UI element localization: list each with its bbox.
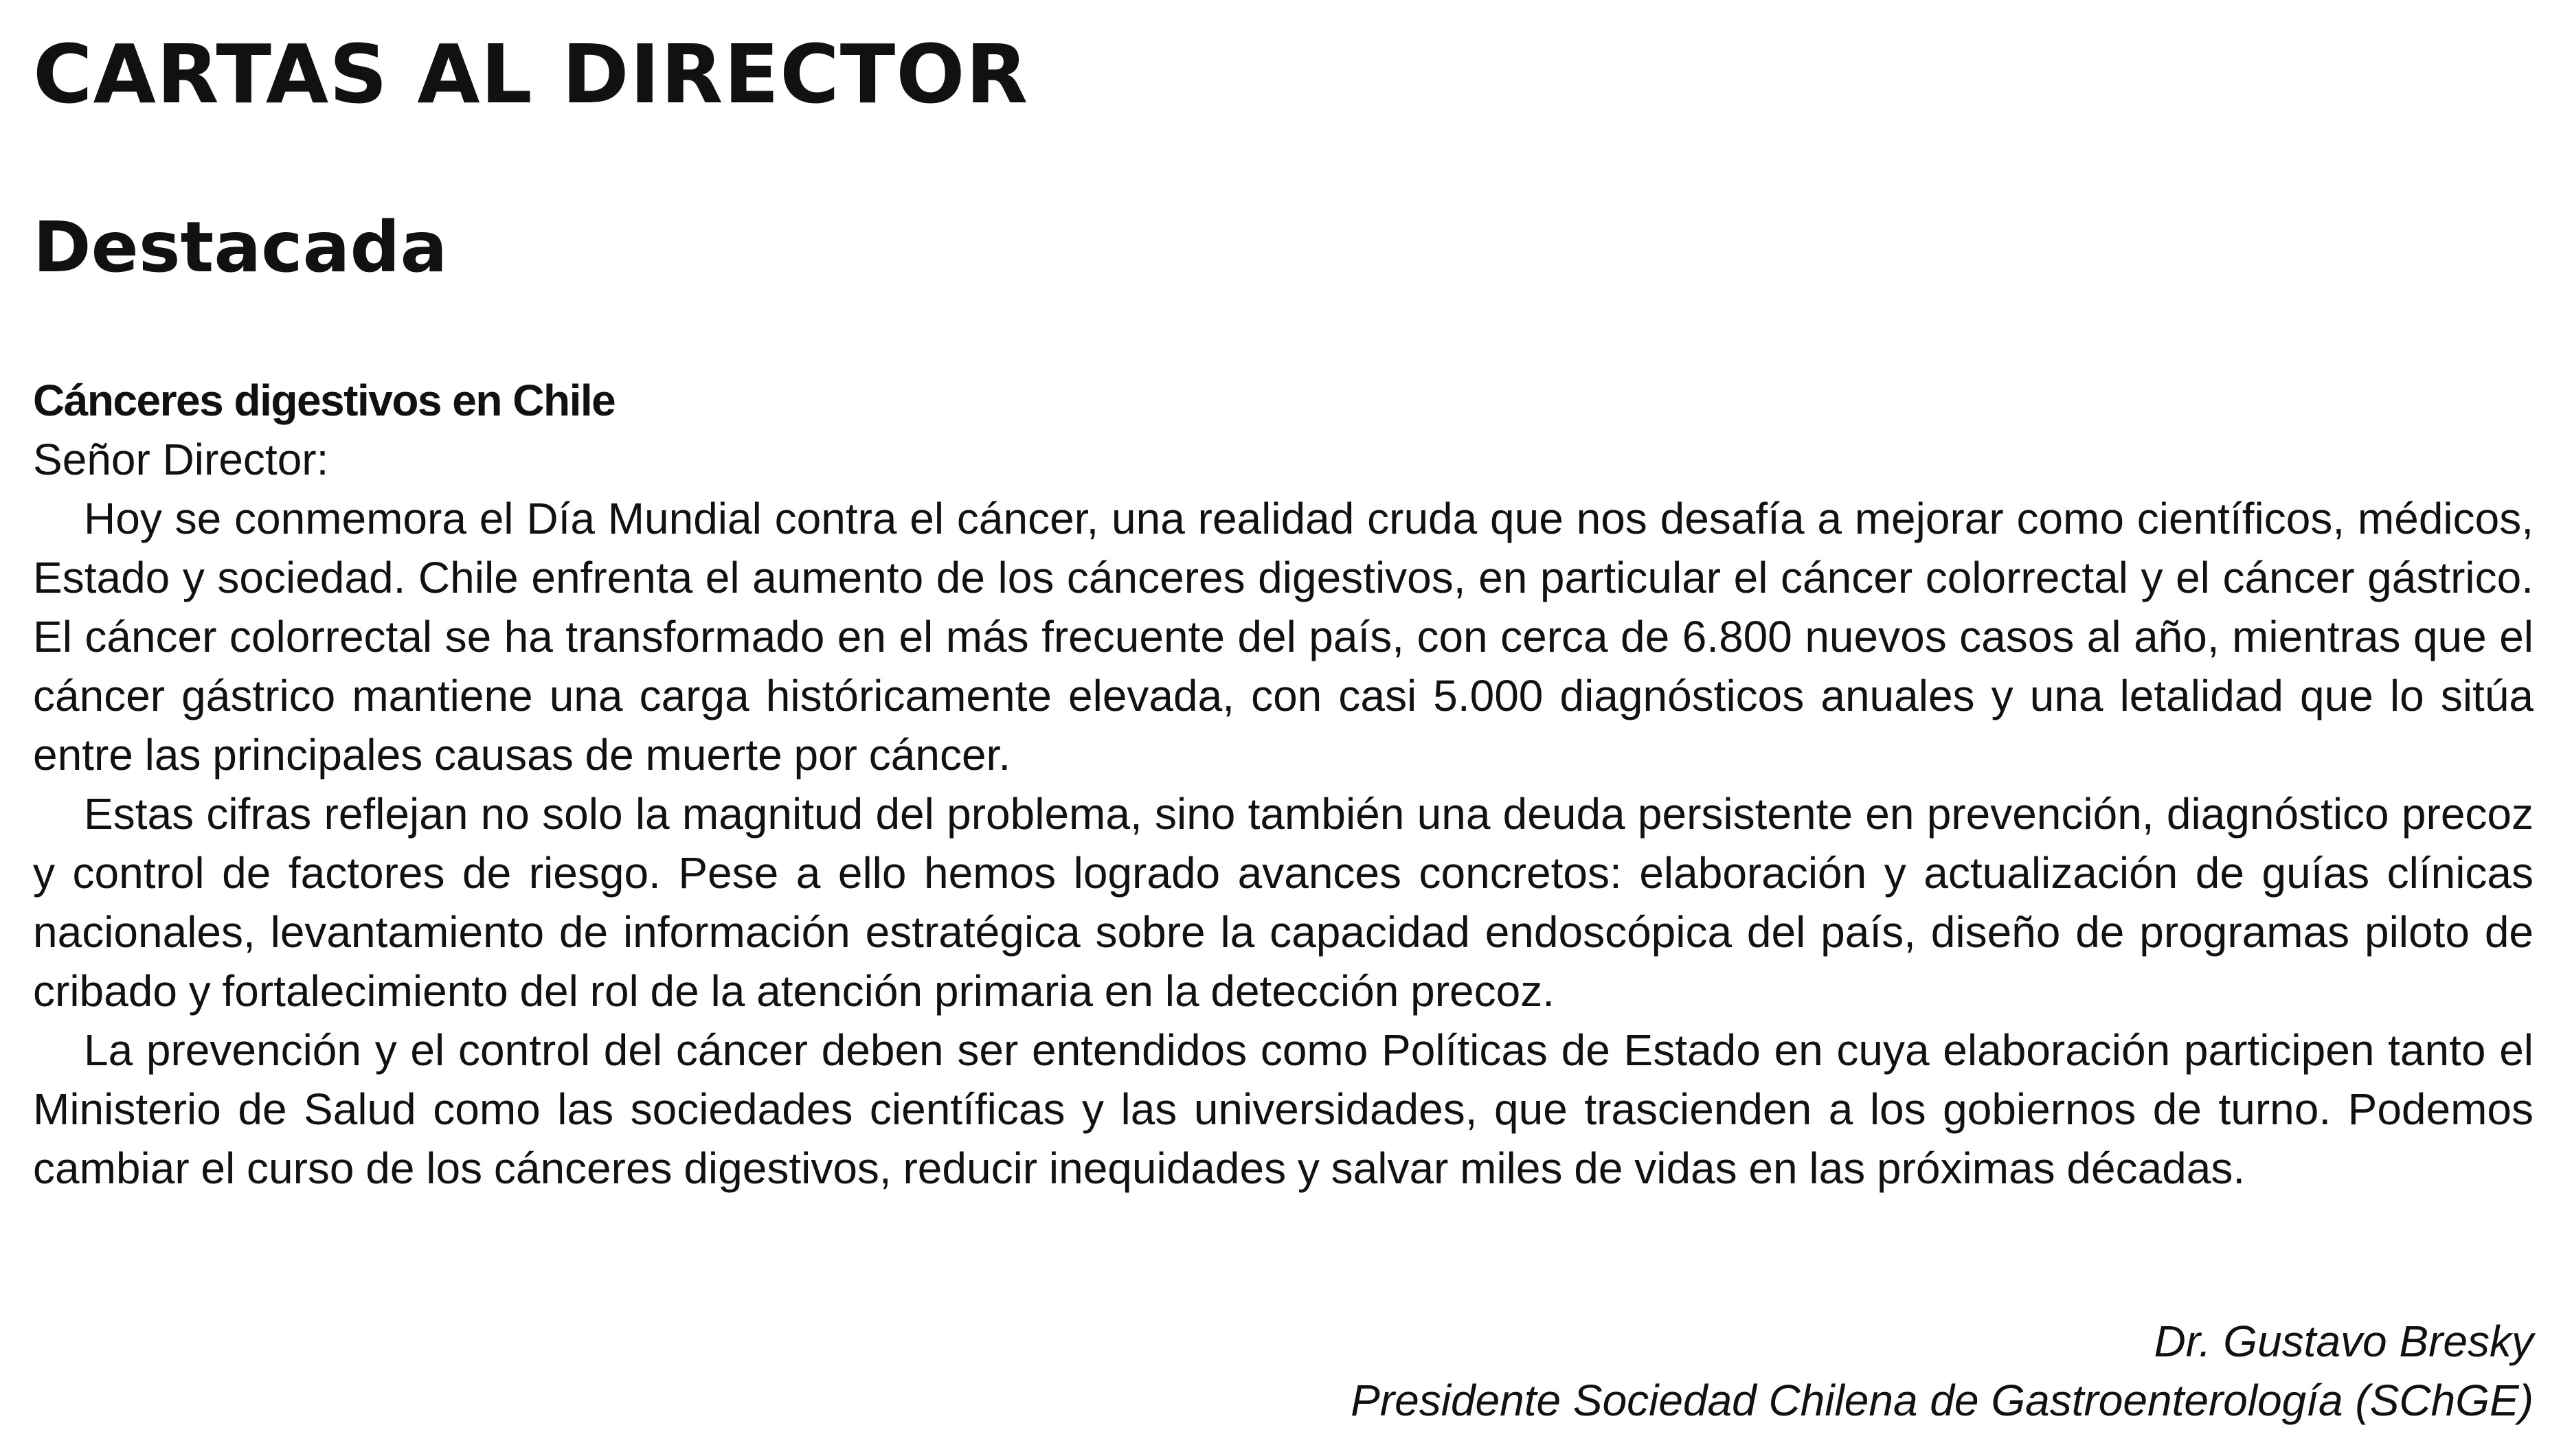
letter-salutation: Señor Director: — [33, 435, 329, 484]
featured-heading: Destacada — [33, 207, 448, 288]
signature-role: Presidente Sociedad Chilena de Gastroenterología (SChGE) — [1351, 1376, 2534, 1425]
section-title: CARTAS AL DIRECTOR — [33, 27, 1029, 122]
signature-name: Dr. Gustavo Bresky — [2154, 1317, 2534, 1366]
letter-headline: Cánceres digestivos en Chile — [33, 376, 616, 425]
letter-article — [33, 371, 2534, 1198]
letter-paragraph-3: La prevención y el control del cáncer deben ser entendidos como Políticas de Estado en cuya elaboración participen tanto el Ministerio de Salud como las sociedades científicas y las universidades, que trascienden a los gobiernos de turno. Podemos cambiar el curso de los cánceres digestivos, reducir inequidades y salvar miles de vidas en las próximas décadas. — [33, 1025, 2534, 1193]
letter-paragraph-2: Estas cifras reflejan no solo la magnitud del problema, sino también una deuda persistente en prevención, diagnóstico precoz y control de factores de riesgo. Pese a ello hemos logrado avances concretos: elaboración y actualización de guías clínicas nacionales, levantamiento de información estratégica sobre la capacidad endoscópica del país, diseño de programas piloto de cribado y fortalecimiento del rol de la atención primaria en la detección precoz. — [33, 789, 2534, 1016]
letter-signature — [1351, 1312, 2534, 1430]
letter-paragraph-1: Hoy se conmemora el Día Mundial contra el cáncer, una realidad cruda que nos desafía a mejorar como científicos, médicos, Estado y sociedad. Chile enfrenta el aumento de los cánceres digestivos, en particular el cáncer colorrectal y el cáncer gástrico. El cáncer colorrectal se ha transformado en el más frecuente del país, con cerca de 6.800 nuevos casos al año, mientras que el cáncer gástrico mantiene una carga históricamente elevada, con casi 5.000 diagnósticos anuales y una letalidad que lo sitúa entre las principales causas de muerte por cáncer. — [33, 494, 2534, 780]
letters-page — [33, 0, 2534, 1456]
